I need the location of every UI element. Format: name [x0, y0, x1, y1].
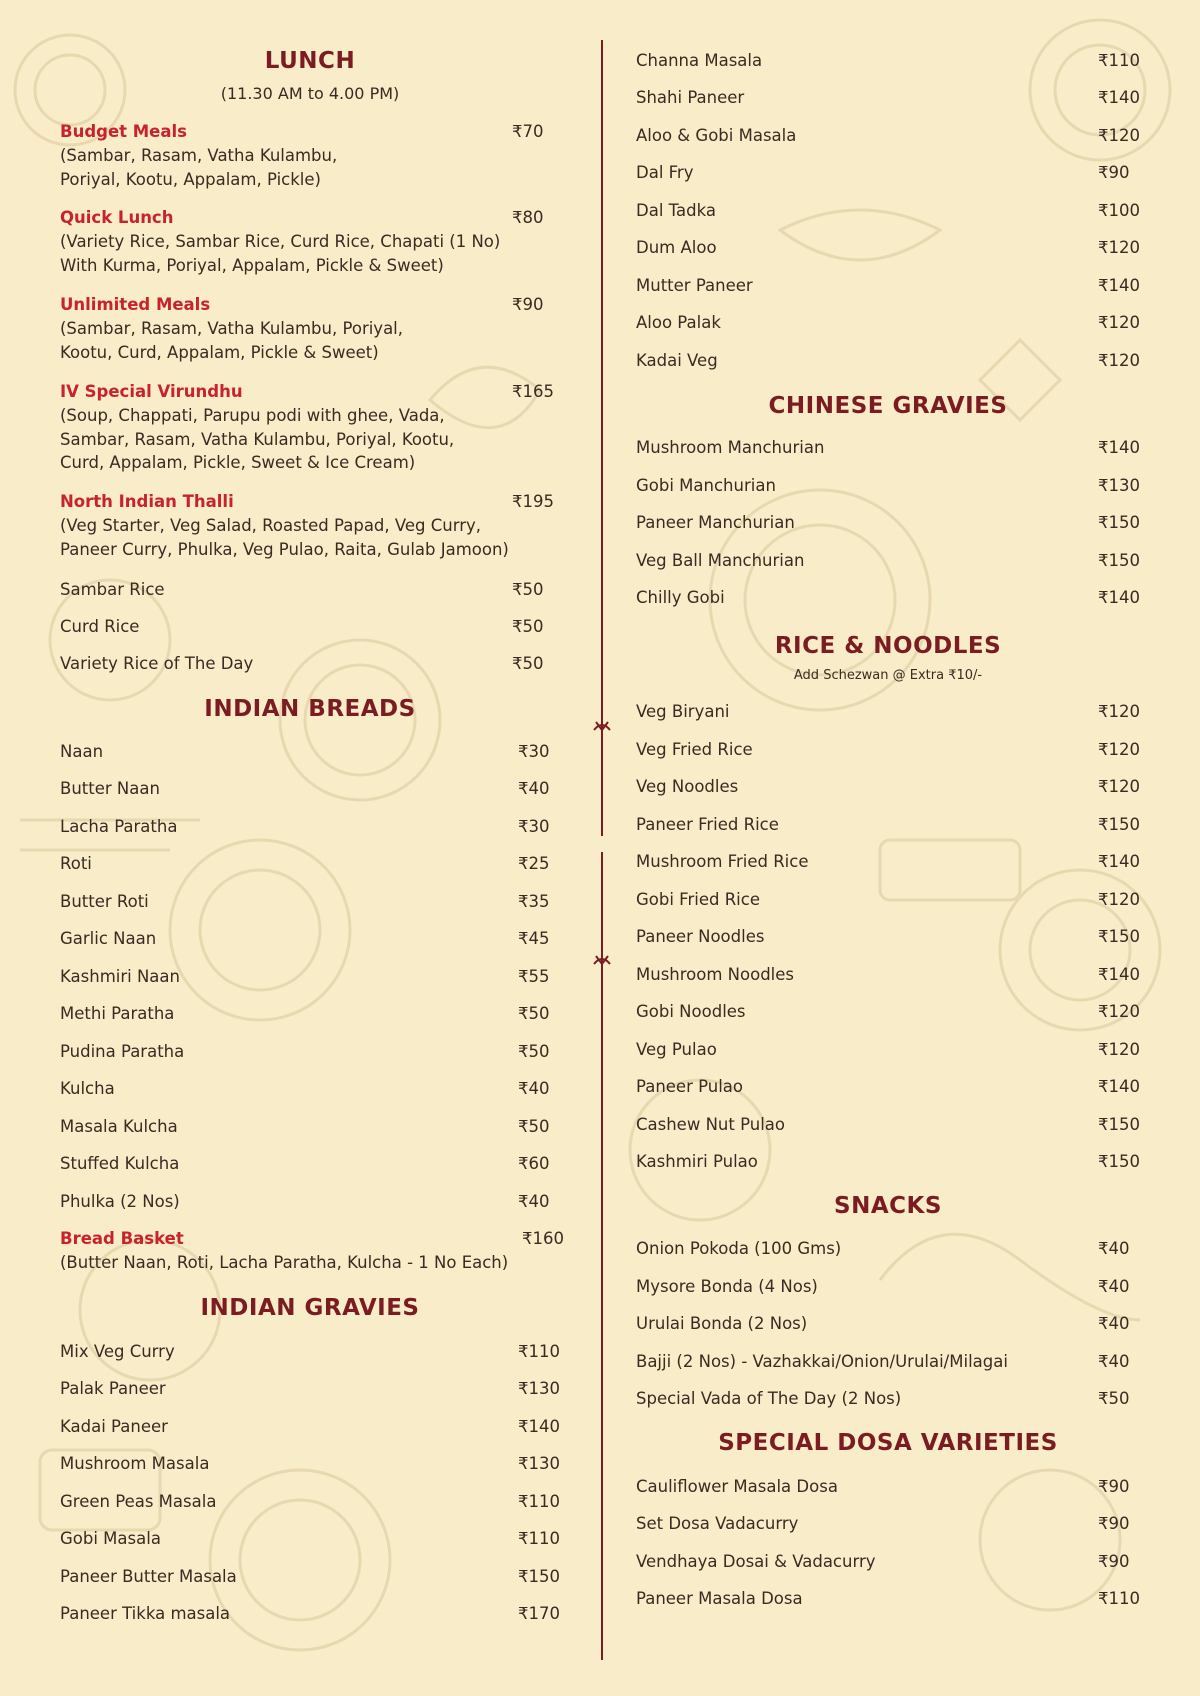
item-price: ₹120 — [1098, 740, 1140, 759]
item-price: ₹90 — [512, 295, 544, 314]
item-price: ₹90 — [1098, 1552, 1130, 1571]
item-price: ₹150 — [1098, 551, 1140, 570]
item-name: Bajji (2 Nos) - Vazhakkai/Onion/Urulai/Milagai — [636, 1352, 1008, 1371]
item-price: ₹150 — [1098, 513, 1140, 532]
item-name: Gobi Masala — [60, 1529, 161, 1548]
item-name: Mysore Bonda (4 Nos) — [636, 1277, 818, 1296]
item-name: Kulcha — [60, 1079, 115, 1098]
item-price: ₹50 — [512, 580, 544, 599]
item-price: ₹30 — [518, 817, 550, 836]
item-name: Chilly Gobi — [636, 588, 725, 607]
item-description: (Sambar, Rasam, Vatha Kulambu, Poriyal, Kootu, Curd, Appalam, Pickle & Sweet) — [60, 319, 404, 362]
item-price: ₹35 — [518, 892, 550, 911]
item-name: Gobi Manchurian — [636, 476, 776, 495]
item-name: Shahi Paneer — [636, 88, 745, 107]
item-name: Methi Paratha — [60, 1004, 175, 1023]
item-name: Kashmiri Pulao — [636, 1152, 758, 1171]
item-name: Roti — [60, 854, 92, 873]
item-price: ₹140 — [1098, 852, 1140, 871]
item-name: Palak Paneer — [60, 1379, 166, 1398]
item-name: Green Peas Masala — [60, 1492, 217, 1511]
item-price: ₹30 — [518, 742, 550, 761]
item-price: ₹120 — [1098, 238, 1140, 257]
item-price: ₹140 — [1098, 276, 1140, 295]
item-price: ₹40 — [1098, 1314, 1130, 1333]
item-name: North Indian Thalli — [60, 492, 234, 511]
item-price: ₹150 — [1098, 1152, 1140, 1171]
item-price: ₹70 — [512, 122, 544, 141]
item-name: Bread Basket — [60, 1229, 184, 1248]
item-price: ₹170 — [518, 1604, 560, 1623]
item-name: Cashew Nut Pulao — [636, 1115, 785, 1134]
item-name: Veg Pulao — [636, 1040, 717, 1059]
item-name: Mushroom Masala — [60, 1454, 210, 1473]
item-price: ₹50 — [512, 654, 544, 673]
item-name: Onion Pokoda (100 Gms) — [636, 1239, 842, 1258]
item-name: Kashmiri Naan — [60, 967, 180, 986]
item-name: Veg Biryani — [636, 702, 730, 721]
item-price: ₹120 — [1098, 702, 1140, 721]
item-description: (Sambar, Rasam, Vatha Kulambu, Poriyal, Kootu, Appalam, Pickle) — [60, 146, 338, 189]
item-price: ₹40 — [1098, 1277, 1130, 1296]
item-price: ₹40 — [1098, 1239, 1130, 1258]
item-price: ₹150 — [1098, 1115, 1140, 1134]
indian-breads-heading: INDIAN BREADS — [204, 696, 416, 722]
item-price: ₹40 — [518, 779, 550, 798]
item-name: Paneer Masala Dosa — [636, 1589, 803, 1608]
item-price: ₹110 — [1098, 51, 1140, 70]
item-name: Paneer Noodles — [636, 927, 765, 946]
item-name: Sambar Rice — [60, 580, 165, 599]
item-name: Lacha Paratha — [60, 817, 178, 836]
item-price: ₹195 — [512, 492, 554, 511]
rice-noodles-heading: RICE & NOODLES — [774, 633, 1002, 659]
item-price: ₹110 — [518, 1492, 560, 1511]
item-price: ₹140 — [1098, 438, 1140, 457]
item-description: (Veg Starter, Veg Salad, Roasted Papad, Veg Curry, Paneer Curry, Phulka, Veg Pulao, Raita, Gulab Jamoon) — [60, 516, 509, 559]
item-price: ₹90 — [1098, 1477, 1130, 1496]
item-name: Special Vada of The Day (2 Nos) — [636, 1389, 902, 1408]
item-name: Mushroom Manchurian — [636, 438, 825, 457]
item-description: (Variety Rice, Sambar Rice, Curd Rice, Chapati (1 No) With Kurma, Poriyal, Appalam, Pickle & Sweet) — [60, 232, 501, 275]
item-price: ₹120 — [1098, 126, 1140, 145]
item-price: ₹50 — [518, 1117, 550, 1136]
item-price: ₹90 — [1098, 1514, 1130, 1533]
special-dosa-heading: SPECIAL DOSA VARIETIES — [718, 1430, 1058, 1456]
item-price: ₹25 — [518, 854, 550, 873]
item-name: Gobi Fried Rice — [636, 890, 760, 909]
item-name: Paneer Pulao — [636, 1077, 744, 1096]
item-description: (Soup, Chappati, Parupu podi with ghee, Vada, Sambar, Rasam, Vatha Kulambu, Poriyal, Kootu, Curd, Appalam, Pickle, Sweet & Ice Cream) — [60, 406, 455, 472]
item-price: ₹140 — [1098, 1077, 1140, 1096]
item-price: ₹150 — [1098, 815, 1140, 834]
item-name: Paneer Tikka masala — [60, 1604, 231, 1623]
chinese-gravies-heading: CHINESE GRAVIES — [768, 393, 1008, 419]
item-name: Mutter Paneer — [636, 276, 753, 295]
item-price: ₹100 — [1098, 201, 1140, 220]
item-price: ₹140 — [1098, 88, 1140, 107]
item-name: IV Special Virundhu — [60, 382, 243, 401]
item-name: Naan — [60, 742, 104, 761]
item-name: Veg Ball Manchurian — [636, 551, 805, 570]
item-name: Mushroom Noodles — [636, 965, 795, 984]
item-price: ₹50 — [512, 617, 544, 636]
item-price: ₹130 — [518, 1454, 560, 1473]
schezwan-note: Add Schezwan @ Extra ₹10/- — [793, 668, 983, 683]
item-name: Channa Masala — [636, 51, 763, 70]
item-name: Vendhaya Dosai & Vadacurry — [636, 1552, 876, 1571]
item-price: ₹110 — [518, 1342, 560, 1361]
item-name: Budget Meals — [60, 122, 187, 141]
item-name: Garlic Naan — [60, 929, 157, 948]
item-price: ₹150 — [518, 1567, 560, 1586]
item-price: ₹120 — [1098, 313, 1140, 332]
item-name: Dum Aloo — [636, 238, 717, 257]
item-name: Masala Kulcha — [60, 1117, 178, 1136]
item-price: ₹120 — [1098, 777, 1140, 796]
item-name: Paneer Fried Rice — [636, 815, 779, 834]
item-name: Mushroom Fried Rice — [636, 852, 809, 871]
item-price: ₹120 — [1098, 1040, 1140, 1059]
item-price: ₹80 — [512, 208, 544, 227]
item-name: Variety Rice of The Day — [60, 654, 254, 673]
item-price: ₹50 — [1098, 1389, 1130, 1408]
item-name: Gobi Noodles — [636, 1002, 746, 1021]
lunch-timing: (11.30 AM to 4.00 PM) — [220, 84, 400, 103]
item-price: ₹60 — [518, 1154, 550, 1173]
item-price: ₹120 — [1098, 890, 1140, 909]
lunch-heading: LUNCH — [264, 48, 356, 74]
item-price: ₹140 — [518, 1417, 560, 1436]
item-name: Aloo Palak — [636, 313, 721, 332]
item-name: Stuffed Kulcha — [60, 1154, 180, 1173]
item-name: Veg Fried Rice — [636, 740, 753, 759]
column-divider — [592, 40, 612, 1660]
item-name: Aloo & Gobi Masala — [636, 126, 797, 145]
item-price: ₹40 — [518, 1192, 550, 1211]
item-price: ₹40 — [518, 1079, 550, 1098]
item-price: ₹130 — [518, 1379, 560, 1398]
item-name: Curd Rice — [60, 617, 140, 636]
item-name: Paneer Manchurian — [636, 513, 795, 532]
item-price: ₹150 — [1098, 927, 1140, 946]
item-name: Set Dosa Vadacurry — [636, 1514, 799, 1533]
item-name: Veg Noodles — [636, 777, 739, 796]
item-price: ₹40 — [1098, 1352, 1130, 1371]
item-price: ₹130 — [1098, 476, 1140, 495]
item-description: (Butter Naan, Roti, Lacha Paratha, Kulcha - 1 No Each) — [60, 1253, 509, 1272]
item-name: Mix Veg Curry — [60, 1342, 175, 1361]
item-name: Kadai Paneer — [60, 1417, 168, 1436]
item-name: Quick Lunch — [60, 208, 174, 227]
item-price: ₹160 — [522, 1229, 564, 1248]
item-price: ₹50 — [518, 1042, 550, 1061]
item-price: ₹120 — [1098, 1002, 1140, 1021]
item-name: Phulka (2 Nos) — [60, 1192, 180, 1211]
item-name: Unlimited Meals — [60, 295, 211, 314]
item-price: ₹120 — [1098, 351, 1140, 370]
item-name: Urulai Bonda (2 Nos) — [636, 1314, 808, 1333]
snacks-heading: SNACKS — [834, 1193, 942, 1219]
item-name: Pudina Paratha — [60, 1042, 185, 1061]
indian-gravies-heading: INDIAN GRAVIES — [200, 1295, 420, 1321]
item-price: ₹110 — [518, 1529, 560, 1548]
item-price: ₹50 — [518, 1004, 550, 1023]
item-name: Kadai Veg — [636, 351, 718, 370]
item-price: ₹45 — [518, 929, 550, 948]
item-price: ₹55 — [518, 967, 550, 986]
item-name: Butter Naan — [60, 779, 160, 798]
item-price: ₹140 — [1098, 588, 1140, 607]
item-price: ₹110 — [1098, 1589, 1140, 1608]
item-price: ₹165 — [512, 382, 554, 401]
item-name: Paneer Butter Masala — [60, 1567, 237, 1586]
item-price: ₹140 — [1098, 965, 1140, 984]
item-name: Dal Fry — [636, 163, 694, 182]
item-price: ₹90 — [1098, 163, 1130, 182]
item-name: Dal Tadka — [636, 201, 716, 220]
item-name: Butter Roti — [60, 892, 149, 911]
item-name: Cauliflower Masala Dosa — [636, 1477, 838, 1496]
